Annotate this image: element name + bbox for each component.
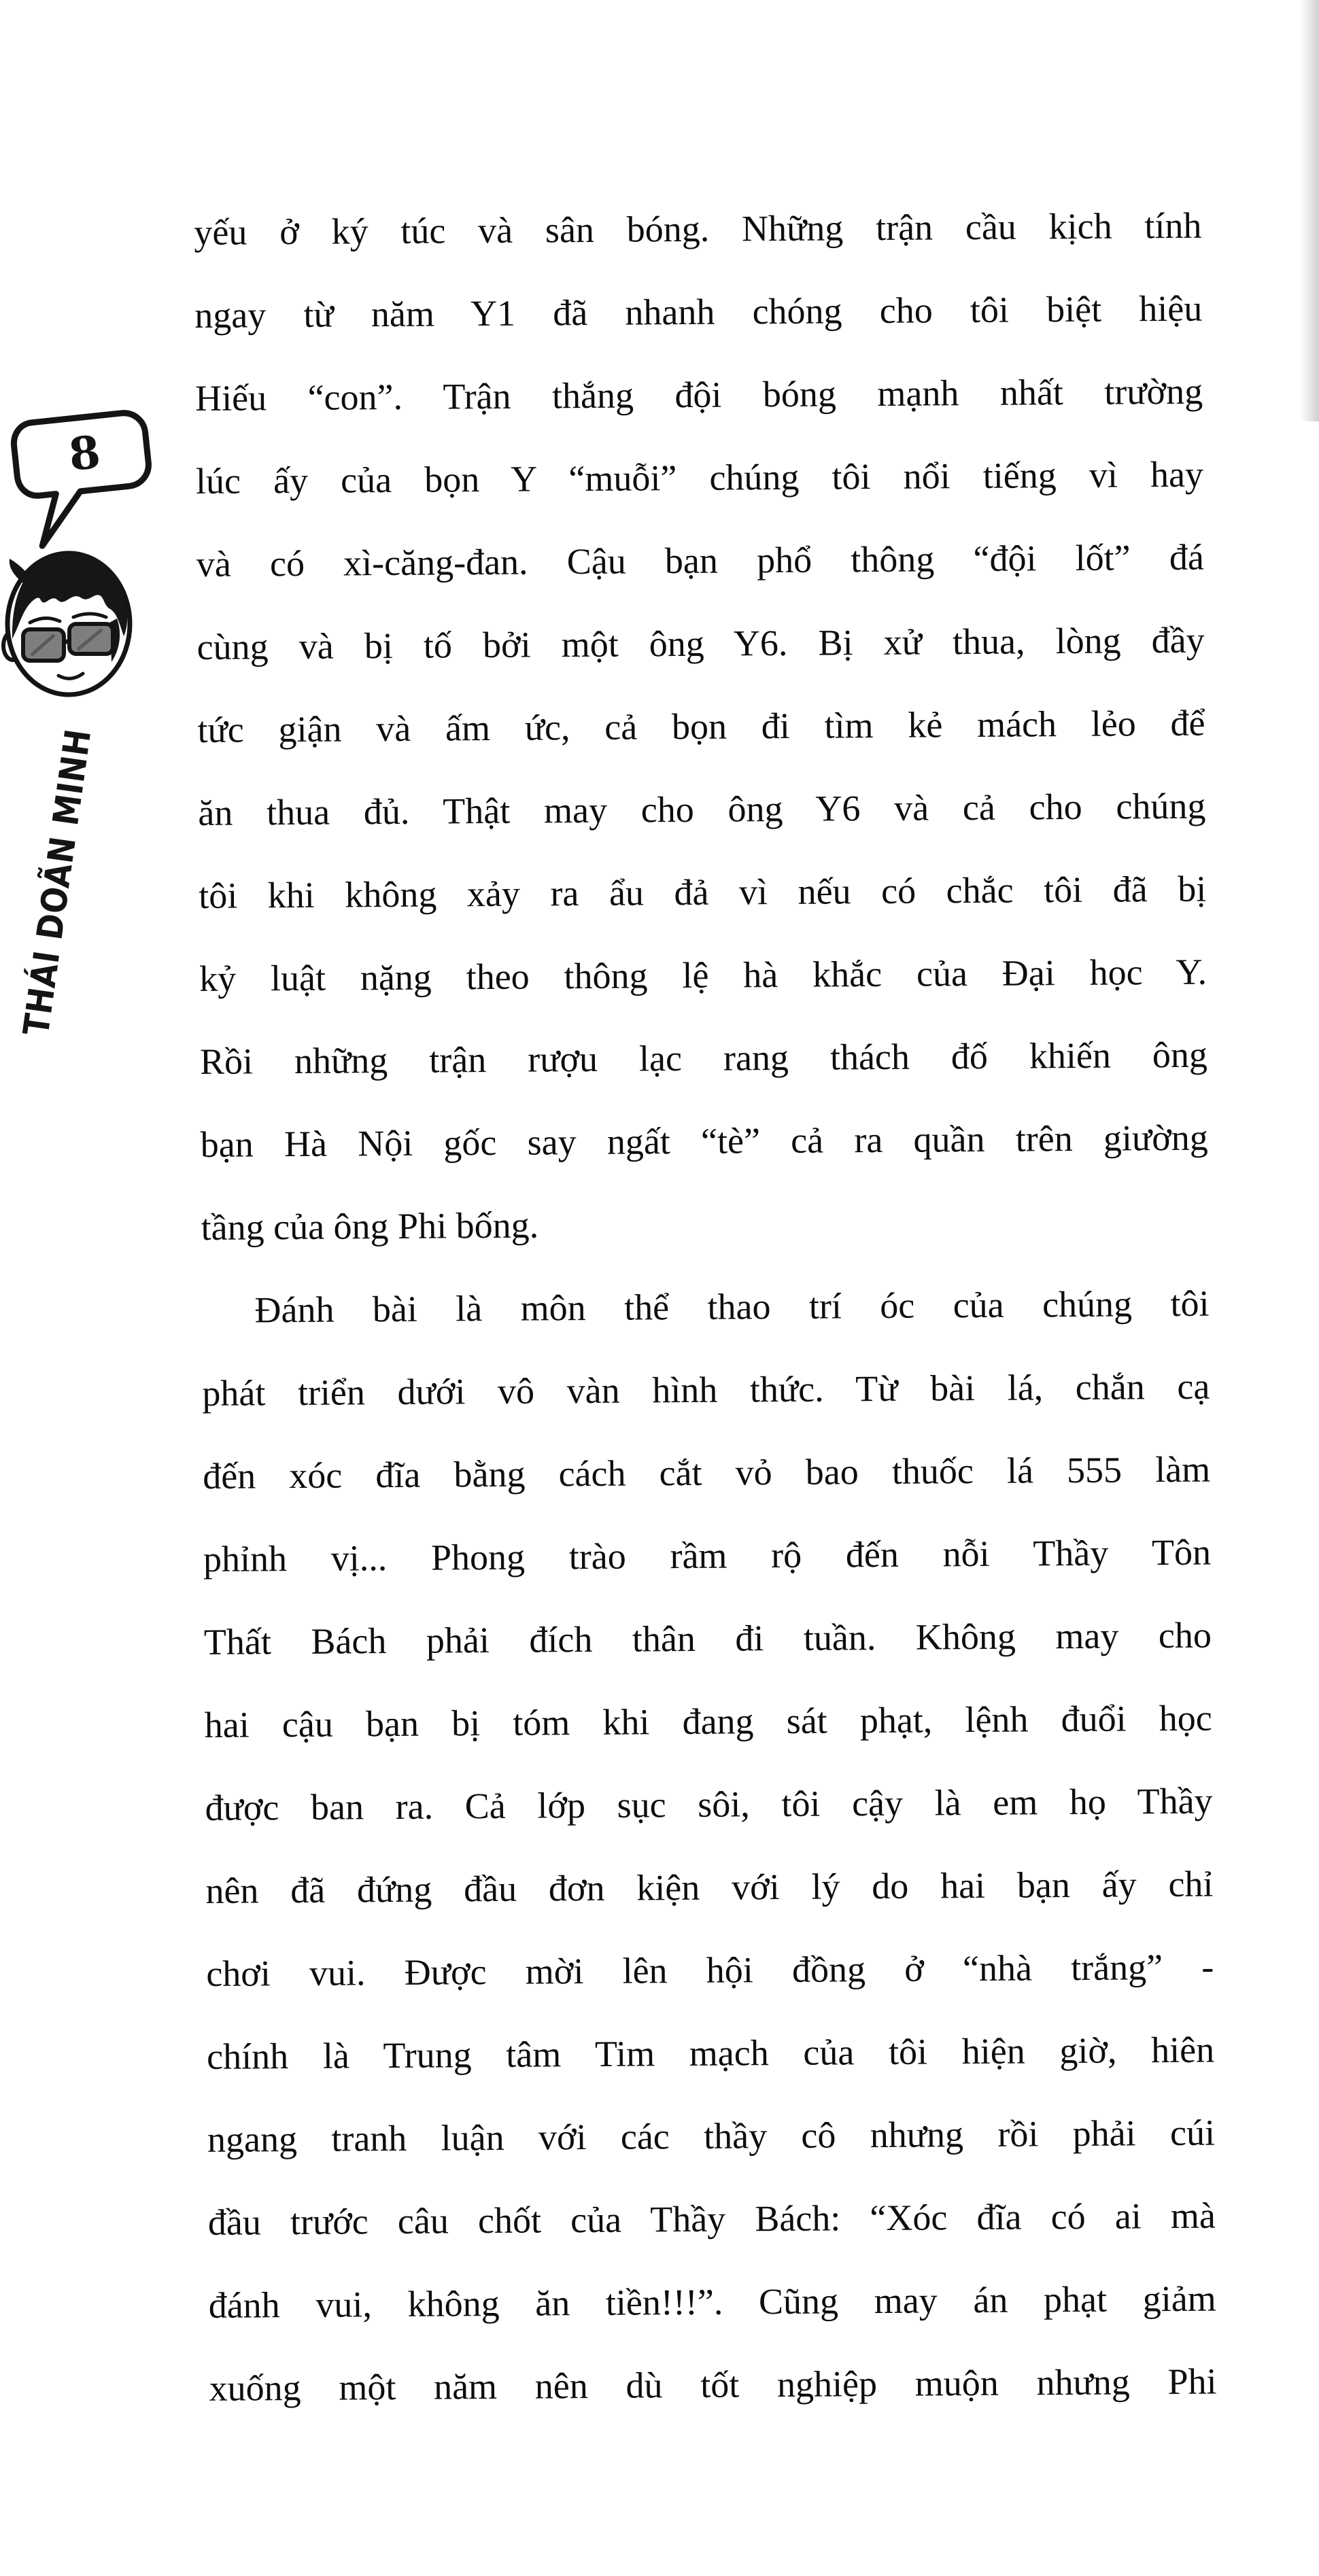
text-line: Rồi những trận rượu lạc rang thách đố khiến ông — [199, 1034, 1208, 1082]
text-line: đánh vui, không ăn tiền!!!”. Cũng may án phạt giảm — [208, 2278, 1216, 2326]
body-text — [194, 184, 1217, 2430]
text-line: chơi vui. Được mời lên hội đồng ở “nhà trắng” - — [206, 1946, 1214, 1994]
text-line: cùng và bị tố bởi một ông Y6. Bị xử thua, lòng đầy — [196, 619, 1205, 667]
text-line: bạn Hà Nội gốc say ngất “tè” cả ra quần trên giường — [200, 1117, 1208, 1165]
text-line: ăn thua đủ. Thật may cho ông Y6 và cả cho chúng — [198, 785, 1206, 833]
text-line: ngang tranh luận với các thầy cô nhưng rồi phải cúi — [207, 2112, 1216, 2160]
text-line: hai cậu bạn bị tóm khi đang sát phạt, lệnh đuổi học — [204, 1697, 1212, 1745]
text-line: Hiếu “con”. Trận thắng đội bóng mạnh nhất trường — [194, 370, 1203, 419]
text-line: yếu ở ký túc và sân bóng. Những trận cầu kịch tính — [194, 205, 1202, 253]
text-line: nên đã đứng đầu đơn kiện với lý do hai bạn ấy chỉ — [205, 1863, 1214, 1911]
boy-face-icon — [1, 542, 135, 700]
text-line: xuống một năm nên dù tốt nghiệp muộn nhưng Phi — [209, 2361, 1217, 2409]
page-number: 8 — [66, 425, 103, 482]
text-line: được ban ra. Cả lớp sục sôi, tôi cậy là em họ Thầy — [205, 1780, 1213, 1828]
text-line: Thất Bách phải đích thân đi tuần. Không may cho — [203, 1614, 1212, 1663]
page-number-bubble — [4, 399, 167, 555]
text-line: Đánh bài là môn thể thao trí óc của chúng tôi — [254, 1283, 1210, 1331]
text-line: lúc ấy của bọn Y “muỗi” chúng tôi nổi tiếng vì hay — [195, 453, 1204, 502]
scan-edge-shadow — [1300, 0, 1319, 421]
author-name-vertical: THÁI DOÃN MINH — [16, 726, 100, 1039]
text-line: tôi khi không xảy ra ẩu đả vì nếu có chắc tôi đã bị — [199, 868, 1207, 916]
text-line: chính là Trung tâm Tim mạch của tôi hiện giờ, hiên — [206, 2029, 1215, 2077]
text-line: và có xì-căng-đan. Cậu bạn phổ thông “đội lốt” đá — [196, 536, 1205, 585]
text-line: đến xóc đĩa bằng cách cắt vỏ bao thuốc lá 555 làm — [202, 1448, 1211, 1497]
sunglasses-bridge — [64, 640, 69, 643]
text-line: phát triển dưới vô vàn hình thức. Từ bài lá, chắn cạ — [202, 1365, 1210, 1414]
text-line: tức giận và ấm ức, cả bọn đi tìm kẻ mách lẻo để — [197, 702, 1205, 750]
text-line: ngay từ năm Y1 đã nhanh chóng cho tôi biệt hiệu — [194, 288, 1203, 336]
text-line: phỉnh vị... Phong trào rầm rộ đến nỗi Thầy Tôn — [203, 1531, 1212, 1580]
text-line: đầu trước câu chốt của Thầy Bách: “Xóc đĩa có ai mà — [207, 2195, 1216, 2243]
text-line: tầng của ông Phi bống. — [201, 1204, 539, 1248]
text-line: kỷ luật nặng theo thông lệ hà khắc của Đại học Y. — [199, 951, 1207, 999]
